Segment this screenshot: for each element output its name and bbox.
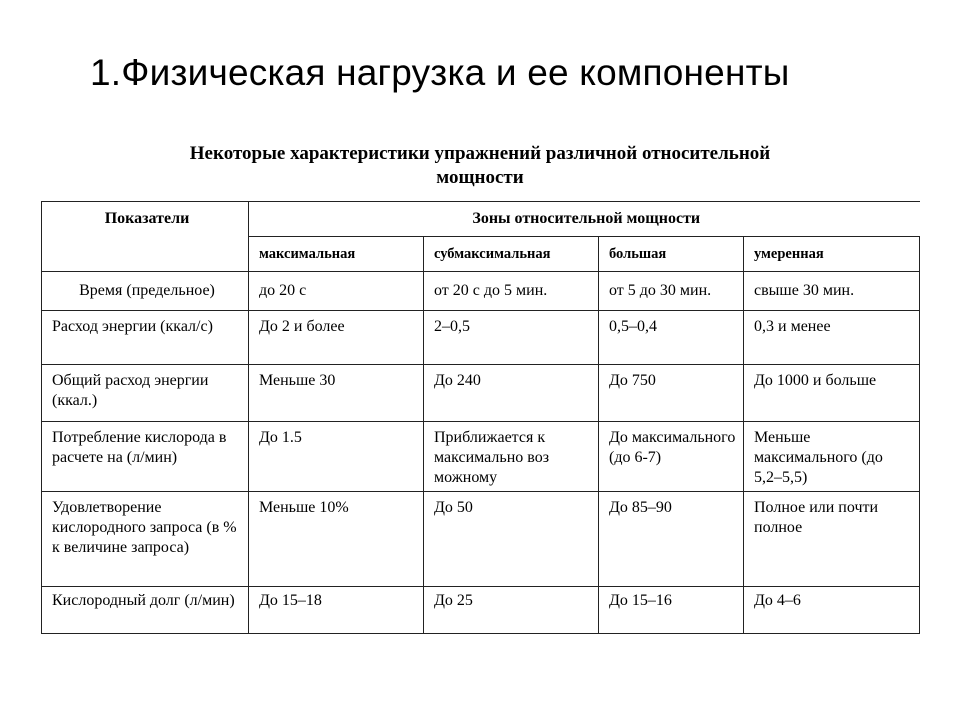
- row-indicator: Общий расход энергии (ккал.): [42, 365, 249, 422]
- table-cell: 0,5–0,4: [599, 311, 744, 365]
- table-cell: До 1000 и больше: [744, 365, 920, 422]
- table-cell: До 15–16: [599, 587, 744, 634]
- table-row: [42, 492, 920, 587]
- table-cell: до 20 с: [249, 272, 424, 311]
- table-row: [42, 311, 920, 365]
- row-indicator: Потребление кислорода в расчете на (л/мин): [42, 422, 249, 492]
- table-cell: До максимального (до 6-7): [599, 422, 744, 492]
- table-cell: Приближается к максимально воз можному: [424, 422, 599, 492]
- table-row: [42, 272, 920, 311]
- table-cell: До 85–90: [599, 492, 744, 587]
- zone-header-maximal: максимальная: [249, 237, 424, 272]
- table-cell: свыше 30 мин.: [744, 272, 920, 311]
- table-row: [42, 587, 920, 634]
- zone-header-submaximal: субмаксимальная: [424, 237, 599, 272]
- table-cell: 0,3 и менее: [744, 311, 920, 365]
- table-cell: Меньше 10%: [249, 492, 424, 587]
- table-cell: 2–0,5: [424, 311, 599, 365]
- row-indicator: Кислородный долг (л/мин): [42, 587, 249, 634]
- table-cell: Меньше максимального (до 5,2–5,5): [744, 422, 920, 492]
- table-caption-line-2: мощности: [436, 167, 524, 188]
- header-zones: Зоны относительной мощности: [249, 202, 920, 237]
- table-cell: До 50: [424, 492, 599, 587]
- table-cell: До 15–18: [249, 587, 424, 634]
- table-cell: от 20 с до 5 мин.: [424, 272, 599, 311]
- row-indicator: Удовлетворение кислородного запроса (в % к величине запроса): [42, 492, 249, 587]
- table-cell: от 5 до 30 мин.: [599, 272, 744, 311]
- header-indicators: Показатели: [42, 202, 249, 272]
- table-caption-line-1: Некоторые характеристики упражнений различной относительной: [189, 143, 771, 164]
- table-cell: Меньше 30: [249, 365, 424, 422]
- row-indicator: Расход энергии (ккал/с): [42, 311, 249, 365]
- zone-header-moderate: умеренная: [744, 237, 920, 272]
- table-cell: До 25: [424, 587, 599, 634]
- table-cell: До 1.5: [249, 422, 424, 492]
- table-header-row: [42, 202, 920, 237]
- table-cell: До 750: [599, 365, 744, 422]
- row-indicator: Время (предельное): [42, 272, 249, 311]
- table-row: [42, 365, 920, 422]
- zone-header-high: большая: [599, 237, 744, 272]
- slide-title: 1.Физическая нагрузка и ее компоненты: [90, 52, 790, 93]
- table-cell: До 2 и более: [249, 311, 424, 365]
- table-row: [42, 422, 920, 492]
- table-caption: [60, 142, 900, 190]
- table-cell: До 4–6: [744, 587, 920, 634]
- table-cell: До 240: [424, 365, 599, 422]
- characteristics-table: [41, 201, 920, 634]
- table-cell: Полное или почти полное: [744, 492, 920, 587]
